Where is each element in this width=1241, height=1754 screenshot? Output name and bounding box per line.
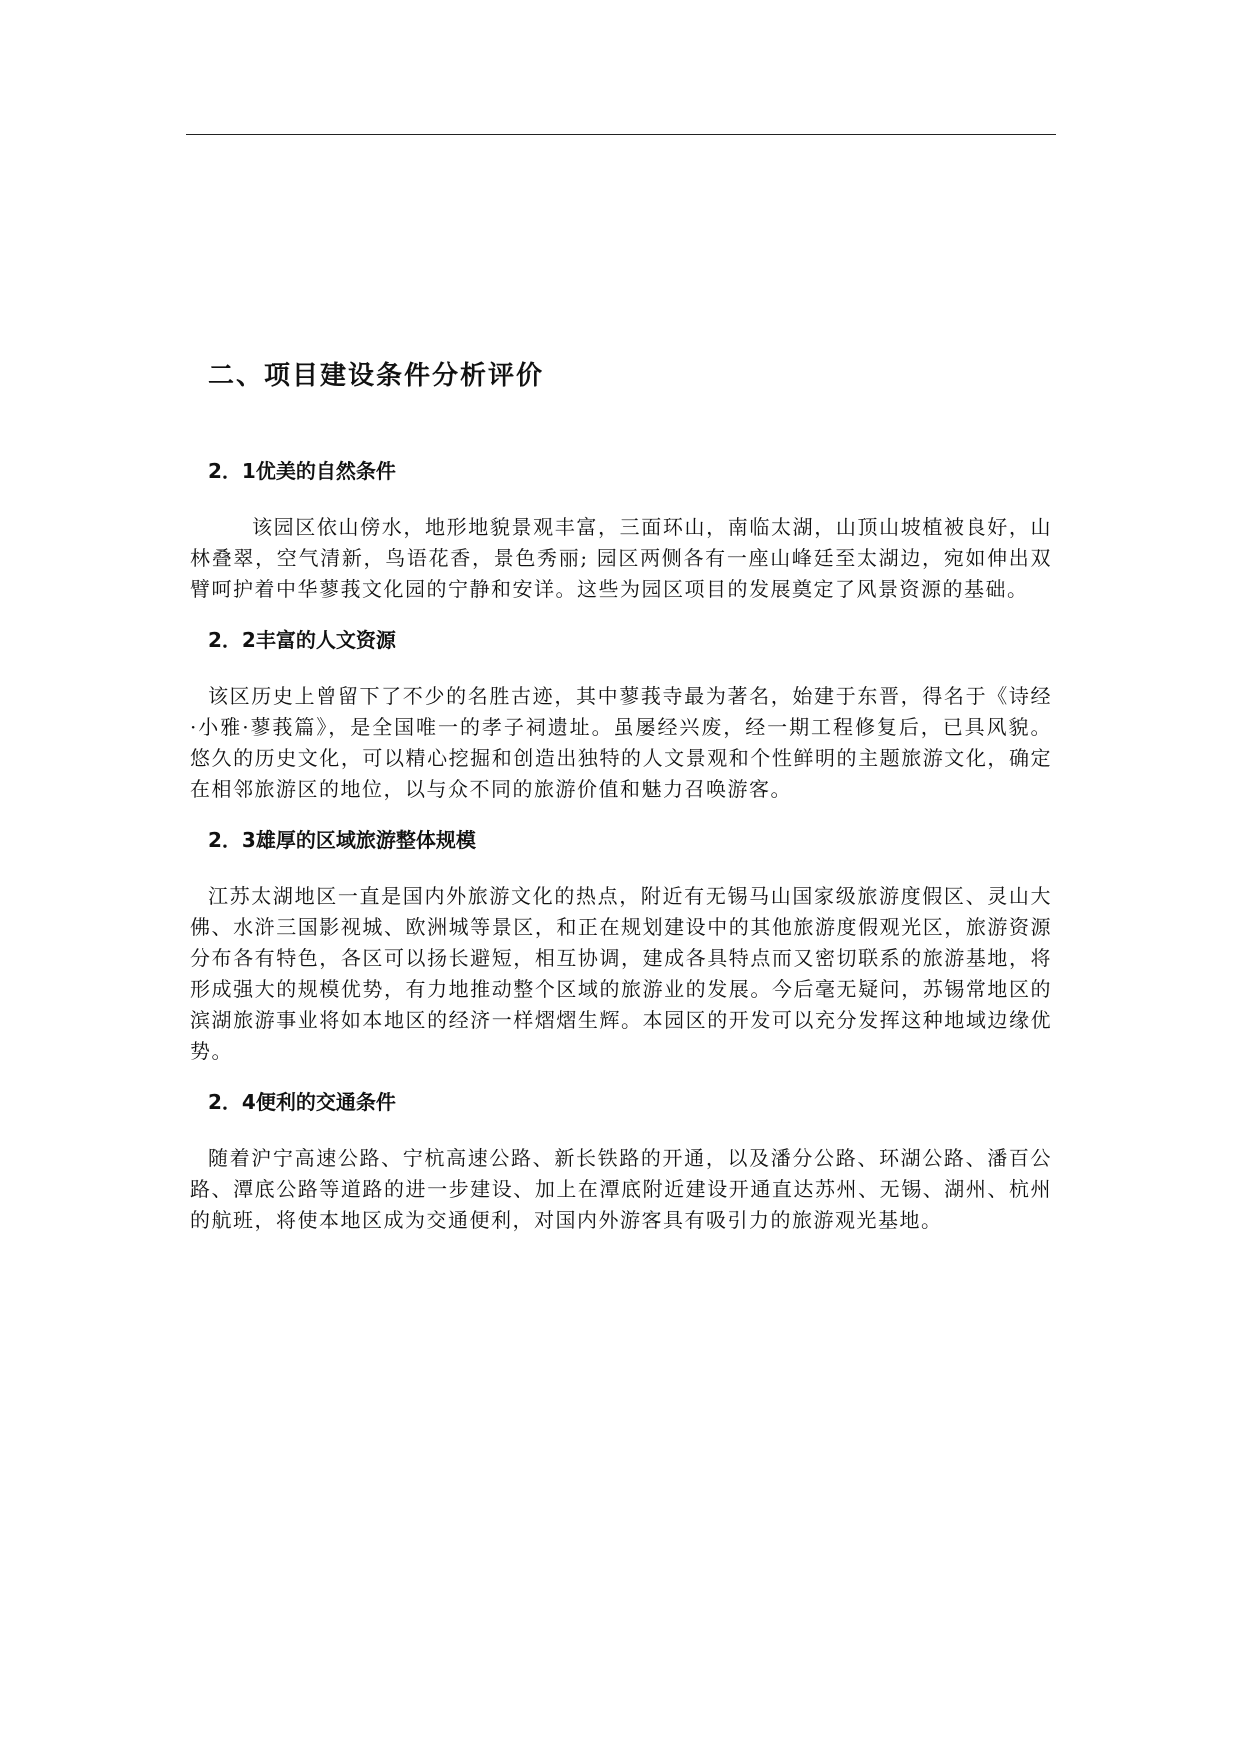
section-heading: 2．4便利的交通条件 [208,1090,396,1114]
page-content [190,356,1052,1256]
section-heading: 2．2丰富的人文资源 [208,628,396,652]
section-paragraph: 该园区依山傍水，地形地貌景观丰富，三面环山，南临太湖，山顶山坡植被良好，山林叠翠，空气清新，鸟语花香，景色秀丽; 园区两侧各有一座山峰廷至太湖边，宛如伸出双臂呵护着中华蓼莪文化园的宁静和安详。这些为园区项目的发展奠定了风景资源的基础。 [190,515,1052,601]
section-paragraph: 随着沪宁高速公路、宁杭高速公路、新长铁路的开通，以及潘分公路、环湖公路、潘百公路、潭底公路等道路的进一步建设、加上在潭底附近建设开通直达苏州、无锡、湖州、杭州的航班，将使本地区成为交通便利，对国内外游客具有吸引力的旅游观光基地。 [190,1146,1052,1232]
section-transport-conditions [190,1087,1052,1236]
section-cultural-resources [190,625,1052,805]
section-heading: 2．1优美的自然条件 [208,459,396,483]
section-natural-conditions [190,456,1052,605]
section-paragraph: 该区历史上曾留下了不少的名胜古迹，其中蓼莪寺最为著名，始建于东晋，得名于《诗经·小雅·蓼莪篇》，是全国唯一的孝子祠遗址。虽屡经兴废，经一期工程修复后，已具风貌。悠久的历史文化，可以精心挖掘和创造出独特的人文景观和个性鲜明的主题旅游文化，确定在相邻旅游区的地位，以与众不同的旅游价值和魅力召唤游客。 [190,684,1052,801]
header-rule [186,134,1056,135]
section-regional-tourism-scale [190,825,1052,1067]
section-paragraph: 江苏太湖地区一直是国内外旅游文化的热点，附近有无锡马山国家级旅游度假区、灵山大佛、水浒三国影视城、欧洲城等景区，和正在规划建设中的其他旅游度假观光区，旅游资源分布各有特色，各区可以扬长避短，相互协调，建成各具特点而又密切联系的旅游基地，将形成强大的规模优势，有力地推动整个区域的旅游业的发展。今后毫无疑问，苏锡常地区的滨湖旅游事业将如本地区的经济一样熠熠生辉。本园区的开发可以充分发挥这种地域边缘优势。 [190,884,1052,1063]
chapter-title: 二、项目建设条件分析评价 [208,361,545,391]
section-heading: 2．3雄厚的区域旅游整体规模 [208,828,476,852]
